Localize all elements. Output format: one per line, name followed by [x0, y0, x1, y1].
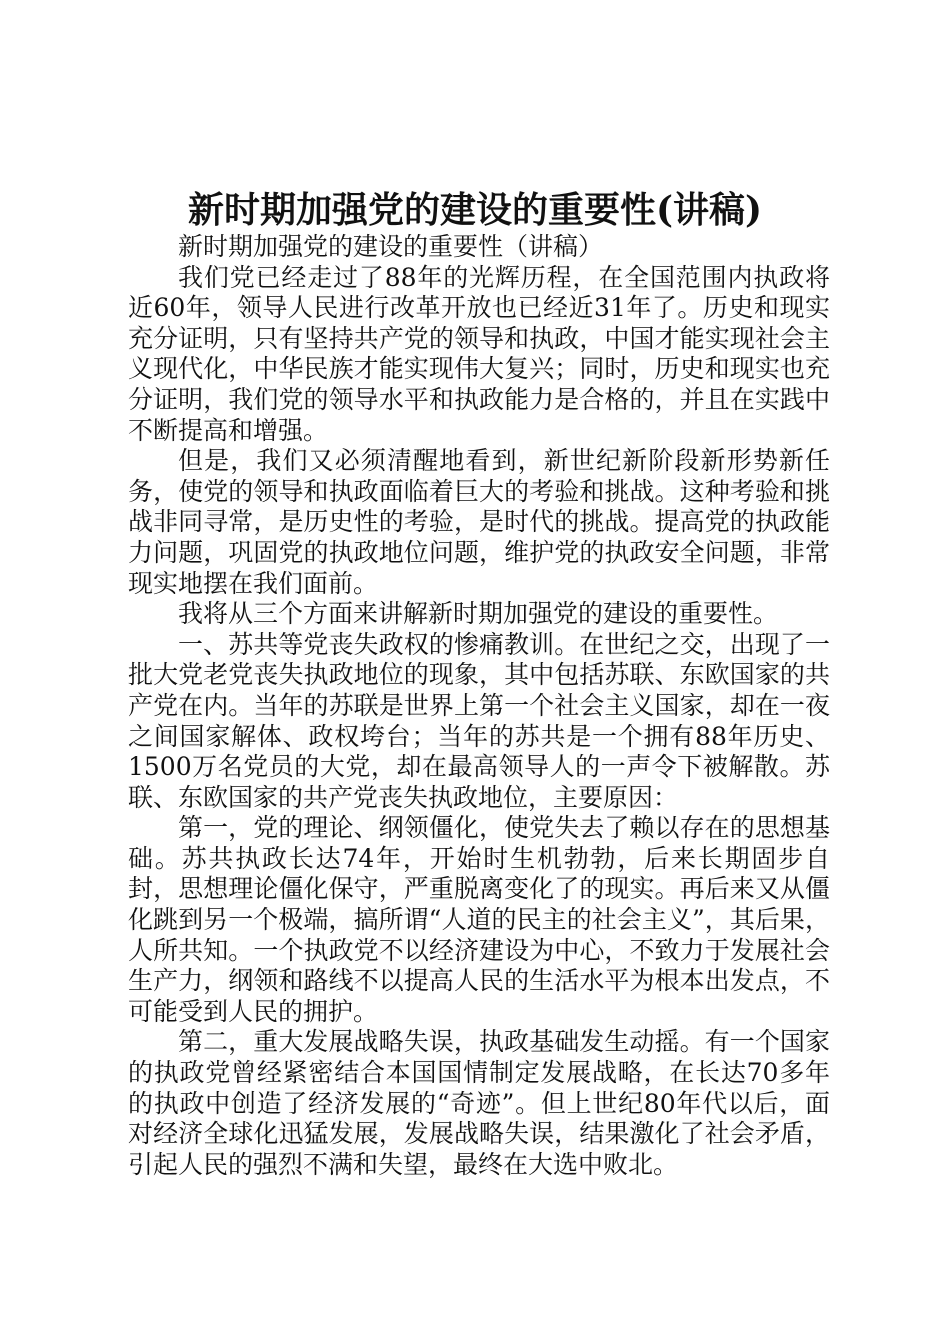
paragraph: 第一，党的理论、纲领僵化，使党失去了赖以存在的思想基础。苏共执政长达74年，开始时生机勃勃，后来长期固步自封，思想理论僵化保守，严重脱离变化了的现实。再后来又从僵化跳到另一个极端，搞所谓“人道的民主的社会主义”，其后果，人所共知。一个执政党不以经济建设为中心，不致力于发展社会生产力，纲领和路线不以提高人民的生活水平为根本出发点，不可能受到人民的拥护。 — [128, 813, 830, 1026]
paragraph: 但是，我们又必须清醒地看到，新世纪新阶段新形势新任务，使党的领导和执政面临着巨大的考验和挑战。这种考验和挑战非同寻常，是历史性的考验，是时代的挑战。提高党的执政能力问题，巩固党的执政地位问题，维护党的执政安全问题，非常现实地摆在我们面前。 — [128, 446, 830, 598]
paragraph: 一、苏共等党丧失政权的惨痛教训。在世纪之交，出现了一批大党老党丧失执政地位的现象，其中包括苏联、东欧国家的共产党在内。当年的苏联是世界上第一个社会主义国家，却在一夜之间国家解体、政权垮台；当年的苏共是一个拥有88年历史、1500万名党员的大党，却在最高领导人的一声令下被解散。苏联、东欧国家的共产党丧失执政地位，主要原因： — [128, 629, 830, 812]
paragraph: 我将从三个方面来讲解新时期加强党的建设的重要性。 — [178, 599, 779, 629]
paragraph: 第二，重大发展战略失误，执政基础发生动摇。有一个国家的执政党曾经紧密结合本国国情制定发展战略，在长达70多年的执政中创造了经济发展的“奇迹”。但上世纪80年代以后，面对经济全球化迅猛发展，发展战略失误，结果激化了社会矛盾，引起人民的强烈不满和失望，最终在大选中败北。 — [128, 1027, 830, 1179]
document-title: 新时期加强党的建设的重要性(讲稿) — [187, 189, 763, 231]
paragraph-subtitle: 新时期加强党的建设的重要性（讲稿） — [178, 232, 604, 261]
paragraph: 我们党已经走过了88年的光辉历程，在全国范围内执政将近60年，领导人民进行改革开放也已经近31年了。历史和现实充分证明，只有坚持共产党的领导和执政，中国才能实现社会主义现代化，中华民族才能实现伟大复兴；同时，历史和现实也充分证明，我们党的领导水平和执政能力是合格的，并且在实践中不断提高和增强。 — [128, 262, 830, 445]
document-body — [128, 232, 830, 1180]
